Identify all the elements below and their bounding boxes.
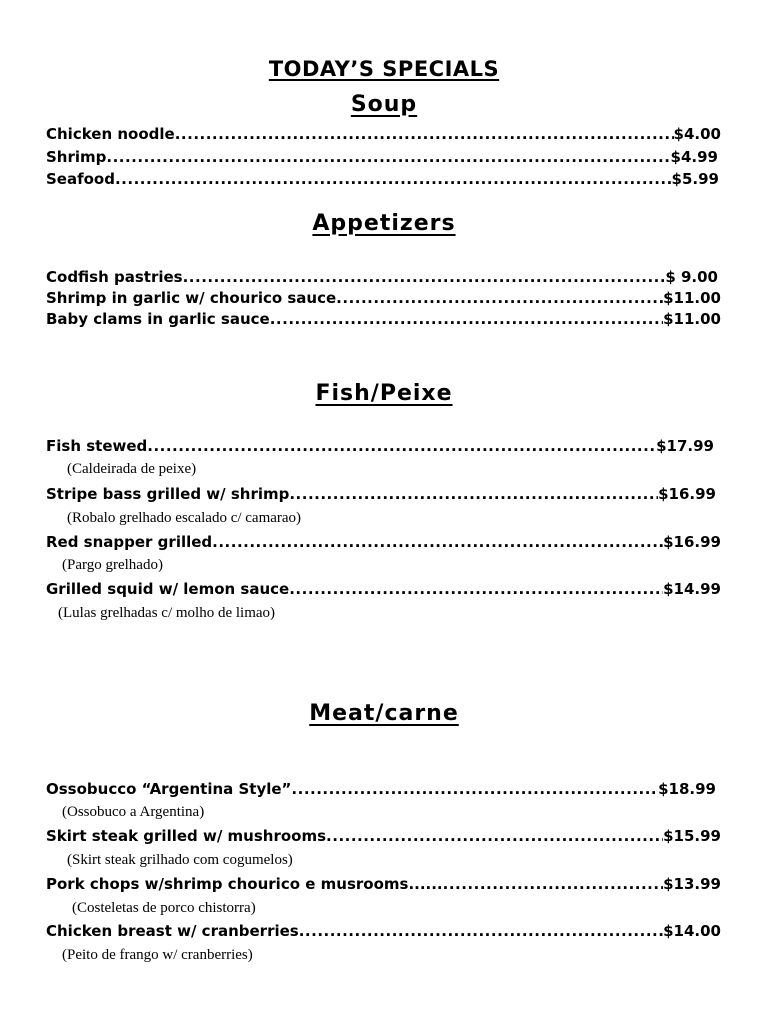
dot-leader — [106, 148, 670, 166]
dot-leader — [289, 580, 663, 598]
item-price: $ 9.00 — [665, 268, 718, 286]
item-name: Ossobucco “Argentina Style” — [46, 780, 292, 798]
dot-leader — [289, 485, 658, 503]
menu-item-chicken-noodle — [46, 125, 721, 144]
item-translation: (Skirt steak grilhado com cogumelos) — [67, 852, 293, 868]
item-translation: (Costeletas de porco chistorra) — [72, 900, 256, 916]
item-price: $14.00 — [663, 922, 721, 940]
item-price: $16.99 — [658, 485, 716, 503]
menu-item-chicken-breast — [46, 922, 721, 941]
menu-item-codfish-pastries — [46, 268, 718, 287]
item-price: $16.99 — [663, 533, 721, 551]
item-name: Shrimp — [46, 148, 107, 166]
item-name: Pork chops w/shrimp chourico e musrooms...... — [46, 875, 443, 893]
menu-item-fish-stewed — [46, 437, 714, 456]
item-translation: (Pargo grelhado) — [62, 557, 163, 573]
dot-leader — [183, 268, 666, 286]
dot-leader — [291, 780, 658, 798]
dot-leader — [270, 310, 663, 328]
item-name: Stripe bass grilled w/ shrimp — [46, 485, 290, 503]
menu-item-seafood — [46, 170, 719, 189]
menu-item-ossobucco — [46, 780, 716, 799]
menu-item-stripe-bass — [46, 485, 716, 504]
menu-item-grilled-squid — [46, 580, 721, 599]
dot-leader — [326, 827, 663, 845]
menu-item-shrimp — [46, 148, 718, 167]
menu-item-red-snapper — [46, 533, 721, 552]
item-price: $11.00 — [663, 289, 721, 307]
item-name: Shrimp in garlic w/ chourico sauce — [46, 289, 337, 307]
meat-heading: Meat/carne — [309, 701, 459, 726]
item-translation: (Caldeirada de peixe) — [67, 461, 197, 477]
item-name: Fish stewed — [46, 437, 148, 455]
item-name: Chicken breast w/ cranberries — [46, 922, 299, 940]
item-name: Red snapper grilled — [46, 533, 213, 551]
item-translation: (Peito de frango w/ cranberries) — [62, 947, 253, 963]
menu-item-shrimp-garlic — [46, 289, 721, 308]
item-name: Grilled squid w/ lemon sauce — [46, 580, 290, 598]
item-name: Codfish pastries — [46, 268, 183, 286]
menu-item-pork-chops — [46, 875, 721, 894]
item-name: Baby clams in garlic sauce — [46, 310, 270, 328]
item-translation: (Lulas grelhadas c/ molho de limao) — [58, 605, 276, 621]
item-price: $11.00 — [663, 310, 721, 328]
dot-leader — [443, 875, 663, 893]
soup-heading: Soup — [350, 92, 418, 117]
item-price: $13.99 — [663, 875, 721, 893]
appetizers-heading: Appetizers — [312, 211, 456, 236]
item-price: $15.99 — [663, 827, 721, 845]
item-price: $4.00 — [673, 125, 721, 143]
item-translation: (Ossobuco a Argentina) — [62, 804, 205, 820]
item-price: $18.99 — [658, 780, 716, 798]
dot-leader — [336, 289, 663, 307]
dot-leader — [175, 125, 674, 143]
dot-leader — [147, 437, 656, 455]
item-name: Seafood — [46, 170, 115, 188]
item-price: $14.99 — [663, 580, 721, 598]
fish-heading: Fish/Peixe — [315, 381, 453, 406]
dot-leader — [299, 922, 663, 940]
item-price: $17.99 — [656, 437, 714, 455]
page-title: TODAY’S SPECIALS — [268, 57, 500, 81]
menu-item-skirt-steak — [46, 827, 721, 846]
dot-leader — [212, 533, 663, 551]
item-price: $5.99 — [671, 170, 719, 188]
item-price: $4.99 — [670, 148, 718, 166]
item-translation: (Robalo grelhado escalado c/ camarao) — [67, 510, 302, 526]
menu-item-baby-clams — [46, 310, 721, 329]
dot-leader — [115, 170, 672, 188]
item-name: Skirt steak grilled w/ mushrooms — [46, 827, 327, 845]
item-name: Chicken noodle — [46, 125, 175, 143]
